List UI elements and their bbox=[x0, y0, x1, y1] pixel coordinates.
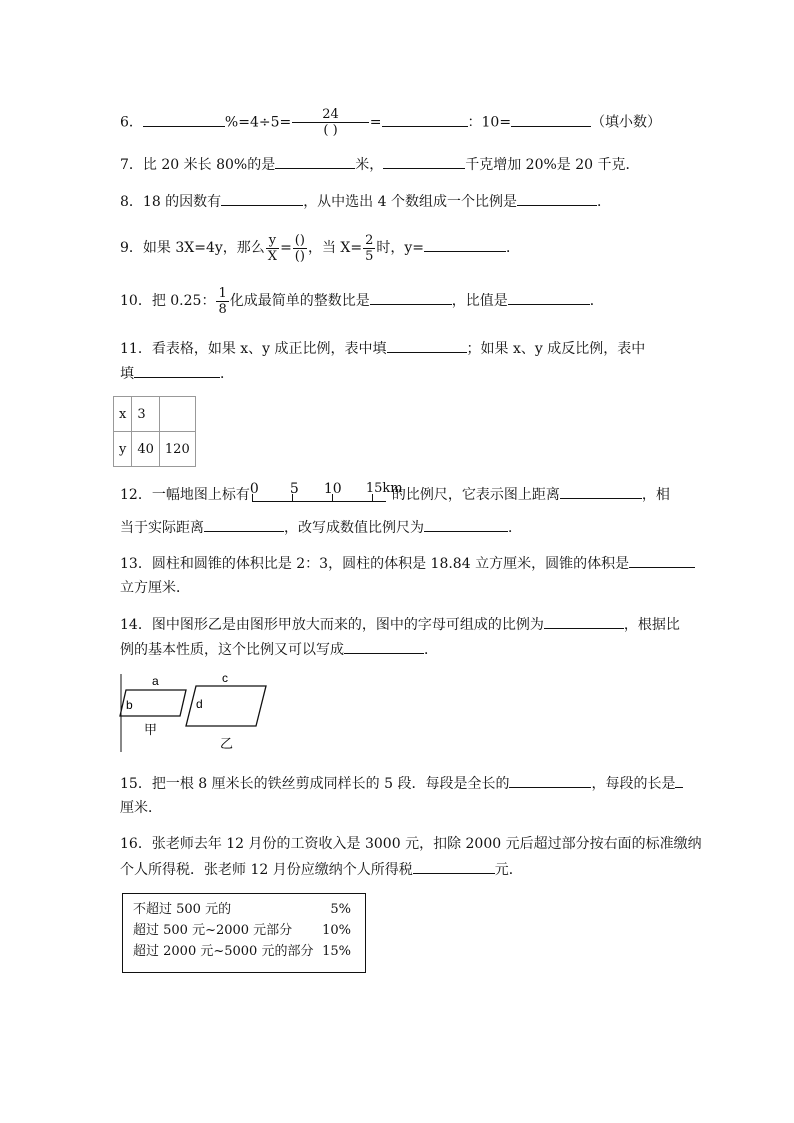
answer-blank[interactable] bbox=[424, 517, 508, 532]
question-12: 12．一幅地图上标有 0 5 10 15km 的比例尺，它表示图上距离 ，相 bbox=[120, 481, 670, 503]
question-7: 7．比 20 米长 80%的是 米， 千克增加 20%是 20 千克． bbox=[120, 154, 640, 175]
question-13-cont: 立方厘米． bbox=[120, 580, 190, 596]
question-16-cont: 个人所得税．张老师 12 月份应缴纳个人所得税 元． bbox=[120, 859, 523, 880]
question-13: 13．圆柱和圆锥的体积比是 2：3，圆柱的体积是 18.84 立方厘米，圆锥的体积是 bbox=[120, 553, 695, 574]
question-16: 16．张老师去年 12 月份的工资收入是 3000 元，扣除 2000 元后超过部分按右面的标准缴纳 bbox=[120, 836, 702, 852]
table-row: y 40 120 bbox=[114, 432, 196, 467]
table-row: x 3 bbox=[114, 397, 196, 432]
label-b: b bbox=[126, 698, 133, 712]
question-11-cont: 填 ． bbox=[120, 363, 234, 384]
answer-blank[interactable] bbox=[511, 112, 591, 127]
answer-blank[interactable] bbox=[629, 553, 695, 568]
answer-blank[interactable] bbox=[221, 191, 303, 206]
answer-blank[interactable] bbox=[204, 517, 284, 532]
label-c: c bbox=[222, 671, 228, 685]
answer-blank[interactable] bbox=[508, 290, 590, 305]
answer-blank[interactable] bbox=[387, 338, 467, 353]
answer-blank[interactable] bbox=[424, 237, 506, 252]
question-12-cont: 当于实际距离 ，改写成数值比例尺为 ． bbox=[120, 517, 522, 538]
answer-blank[interactable] bbox=[382, 112, 468, 127]
question-10: 10．把 0.25： $\frac{1}{8}$ 化成最简单的整数比是 ，比值是 ． bbox=[120, 285, 604, 317]
label-jia: 甲 bbox=[144, 723, 158, 738]
label-yi: 乙 bbox=[220, 737, 234, 752]
question-14: 14．图中图形乙是由图形甲放大而来的，图中的字母可组成的比例为 ，根据比 bbox=[120, 614, 680, 635]
answer-blank[interactable] bbox=[517, 191, 597, 206]
question-11: 11．看表格，如果 x、y 成正比例，表中填 ；如果 x、y 成反比例，表中 bbox=[120, 338, 645, 359]
scale-bar: 0 5 10 15km bbox=[250, 484, 392, 504]
parallelogram-figure bbox=[116, 670, 286, 754]
xy-table bbox=[113, 396, 196, 467]
answer-blank[interactable] bbox=[560, 484, 642, 499]
answer-blank[interactable] bbox=[370, 290, 452, 305]
question-number: 6． bbox=[120, 114, 143, 131]
fraction: $\frac{24}{( )}$ bbox=[292, 107, 369, 138]
answer-blank[interactable] bbox=[143, 112, 225, 127]
answer-blank[interactable] bbox=[544, 614, 624, 629]
table-blank-cell[interactable] bbox=[159, 397, 195, 432]
question-6: 6． %=4÷5= $\frac{24}{( )}$ = ：10= （填小数） bbox=[120, 107, 662, 138]
answer-blank[interactable] bbox=[275, 154, 355, 169]
answer-blank[interactable] bbox=[134, 363, 220, 378]
answer-blank[interactable] bbox=[509, 773, 591, 788]
question-15-cont: 厘米． bbox=[120, 800, 162, 816]
answer-blank[interactable] bbox=[675, 773, 683, 788]
label-a: a bbox=[152, 674, 159, 688]
tax-rate-box: 不超过 500 元的 5% 超过 500 元~2000 元部分 10% 超过 2000 元~5000 元的部分 15% bbox=[122, 893, 366, 973]
question-9: 9．如果 3X=4y，那么 $\frac{y}{X}$ = $\frac{()}{()}$ ，当 X= $\frac{2}{5}$ 时，y= ． bbox=[120, 232, 521, 264]
answer-blank[interactable] bbox=[344, 639, 424, 654]
answer-blank[interactable] bbox=[383, 154, 465, 169]
answer-blank[interactable] bbox=[413, 859, 495, 874]
question-8: 8．18 的因数有 ，从中选出 4 个数组成一个比例是 ． bbox=[120, 191, 611, 212]
question-15: 15．把一根 8 厘米长的铁丝剪成同样长的 5 段．每段是全长的 ，每段的长是 bbox=[120, 773, 683, 794]
label-d: d bbox=[196, 697, 203, 711]
question-14-cont: 例的基本性质，这个比例又可以写成 ． bbox=[120, 639, 438, 660]
